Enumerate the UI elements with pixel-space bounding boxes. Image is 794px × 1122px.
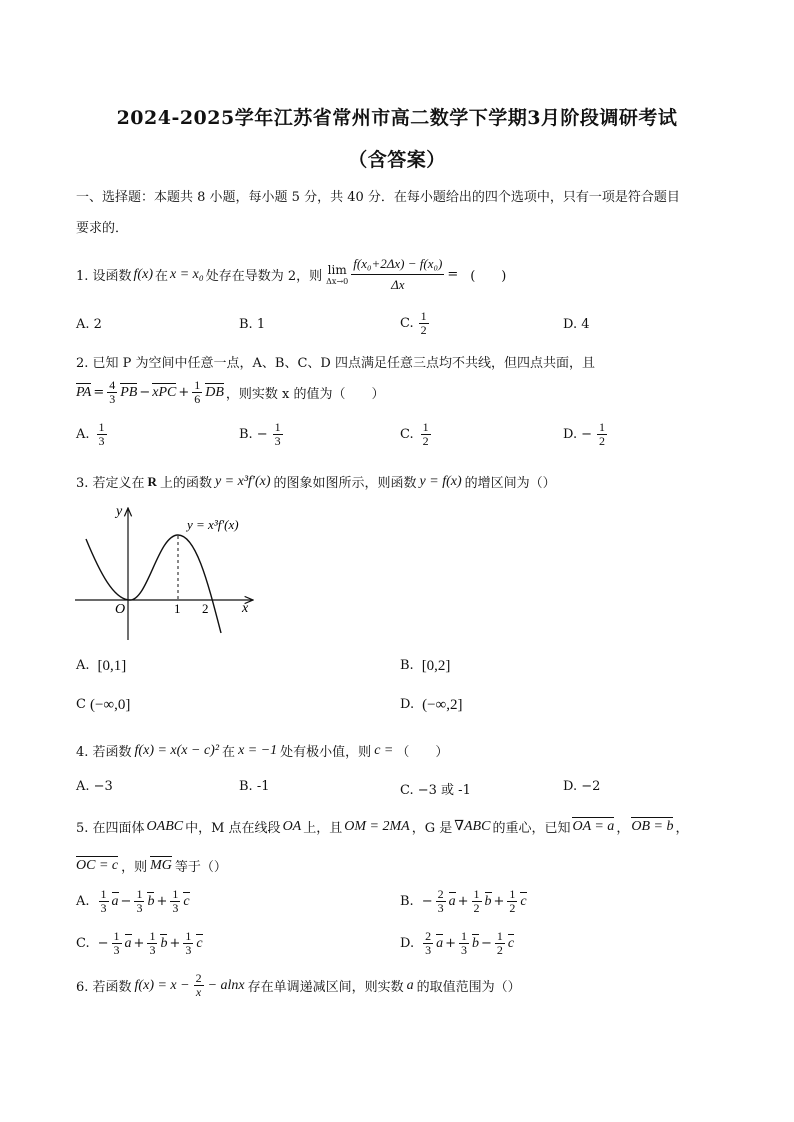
term-coefficient	[423, 930, 433, 957]
function-curve	[86, 535, 221, 633]
q2-option-a-den: 3	[98, 434, 105, 448]
q3-option-d[interactable]	[400, 697, 463, 714]
q1-at: 在	[154, 269, 168, 284]
term-vector: a	[124, 935, 132, 951]
q1-lim-sub: Δx→0	[326, 277, 349, 286]
q4-option-a[interactable]: A. −3	[76, 779, 113, 794]
q5-om: OM = 2MA	[344, 818, 410, 834]
q2-option-c[interactable]	[400, 421, 432, 448]
tick-2: 2	[202, 601, 209, 616]
q5-prefix: 5. 在四面体	[76, 821, 145, 836]
q1-option-c-label: C.	[400, 316, 414, 331]
q2-option-a[interactable]	[76, 421, 108, 448]
q5-option-b-label: B.	[400, 894, 414, 909]
q3-option-c-label: C	[76, 697, 86, 712]
q1-point: x = x₀	[170, 266, 204, 282]
q2-c1-num: 4	[109, 378, 116, 392]
coef-den: 2	[496, 943, 503, 957]
q5-tail: 等于（）	[174, 860, 227, 875]
term-sign: −	[120, 894, 132, 909]
question-1	[76, 254, 506, 295]
q6-a: a	[406, 977, 414, 993]
q2-plus: +	[178, 385, 190, 400]
q4-mid: 在	[222, 745, 236, 760]
q3-option-b-value: [0,2]	[421, 658, 451, 674]
coef-den: 3	[437, 901, 444, 915]
q1-option-a[interactable]: A. 2	[76, 317, 102, 332]
term-vector: b	[160, 935, 168, 951]
term-sign: +	[156, 894, 168, 909]
q5-then: ，则	[121, 860, 148, 875]
q4-mid2: 处有极小值，则	[280, 745, 372, 760]
coef-num: 1	[461, 929, 467, 943]
q3-option-b-label: B.	[400, 658, 414, 673]
q1-option-c-num: 1	[420, 309, 427, 323]
q3-prefix: 3. 若定义在	[76, 476, 145, 491]
q6-frac-num: 2	[195, 971, 202, 985]
q5-mid3: ，G 是	[411, 821, 453, 836]
q5-triangle: ∇ABC	[454, 819, 491, 834]
q3-mid: 上的函数	[159, 476, 212, 491]
coef-den: 3	[425, 943, 432, 957]
q4-c: c =	[374, 742, 394, 758]
q2-c2-num: 1	[194, 378, 201, 392]
term-sign: −	[421, 894, 433, 909]
coef-den: 3	[136, 901, 143, 915]
q2-equation	[76, 379, 385, 406]
q2-option-b-sign: −	[256, 427, 268, 442]
y-axis-label: y	[116, 504, 123, 519]
q1-equals: =	[447, 267, 459, 282]
coef-den: 3	[185, 943, 192, 957]
section-heading-cont: 要求的．	[76, 221, 129, 236]
q5-option-a-label: A.	[76, 894, 90, 909]
term-coefficient	[472, 888, 482, 915]
q3-option-d-value: (−∞,2]	[422, 697, 463, 713]
q5-mid4: 的重心，已知	[492, 821, 571, 836]
question-2: 2. 已知 P 为空间中任意一点，A、B、C、D 四点满足任意三点均不共线，但四点共面，且	[76, 356, 595, 371]
q5-mid2: 上，且	[303, 821, 343, 836]
q2-option-d-den: 2	[599, 434, 605, 448]
q5-vec-ob: OB = b	[631, 818, 674, 834]
term-vector: c	[196, 935, 203, 951]
q5-sep: ，	[616, 821, 630, 836]
term-vector: b	[147, 893, 155, 909]
q2-option-d[interactable]	[563, 421, 608, 448]
q1-function: f(x)	[133, 266, 153, 282]
coef-num: 2	[437, 887, 444, 901]
question-3	[76, 472, 556, 491]
q3-graph	[70, 503, 270, 643]
term-vector: c	[183, 893, 190, 909]
coef-den: 3	[461, 943, 467, 957]
coef-den: 3	[113, 943, 120, 957]
q2-option-d-sign: −	[581, 427, 592, 442]
q2-option-a-label: A.	[76, 427, 90, 442]
q4-option-c[interactable]: C. −3 或 -1	[400, 783, 471, 798]
term-sign: +	[457, 894, 469, 909]
q5-vec-oc: OC = c	[76, 857, 119, 873]
term-coefficient	[134, 888, 144, 915]
coef-num: 1	[473, 887, 480, 901]
q2-tail: ，则实数 x 的值为（ ）	[225, 387, 385, 402]
term-sign: +	[445, 936, 456, 951]
coef-den: 3	[172, 901, 179, 915]
coef-den: 2	[509, 901, 516, 915]
q2-option-d-num: 1	[599, 420, 605, 434]
coef-num: 2	[425, 929, 432, 943]
term-coefficient	[183, 930, 193, 957]
q1-fraction	[351, 254, 444, 295]
q1-option-b[interactable]: B. 1	[239, 317, 266, 332]
coef-num: 1	[149, 929, 156, 943]
q3-func: y = x³f′(x)	[214, 473, 271, 489]
q5-option-d-label: D.	[400, 936, 415, 951]
q1-option-c-den: 2	[420, 323, 427, 337]
q3-option-b[interactable]	[400, 658, 450, 675]
term-coefficient	[459, 930, 469, 957]
q2-c2-den: 6	[194, 392, 201, 406]
q3-option-a[interactable]	[76, 658, 126, 675]
q2-option-d-label: D.	[563, 427, 578, 442]
q2-option-c-num: 1	[422, 420, 429, 434]
coef-num: 1	[100, 887, 107, 901]
q1-option-d[interactable]: D. 4	[563, 317, 590, 332]
coef-den: 3	[100, 901, 107, 915]
q3-mid2: 的图象如图所示，则函数	[273, 476, 417, 491]
q5-mid1: 中，M 点在线段	[185, 821, 281, 836]
tick-1: 1	[174, 601, 181, 616]
q5-vec-oa: OA = a	[572, 818, 615, 834]
q5-option-a-expr	[98, 888, 190, 915]
q2-option-b-num: 1	[274, 420, 281, 434]
term-sign: −	[97, 936, 109, 951]
q1-lim: lim	[327, 263, 347, 277]
q1-option-c[interactable]	[400, 310, 430, 337]
section-heading: 一、选择题：本题共 8 小题，每小题 5 分，共 40 分．在每小题给出的四个选项中，只有一项是符合题目	[76, 190, 680, 205]
coef-den: 3	[149, 943, 156, 957]
term-coefficient	[436, 888, 446, 915]
q3-tail: 的增区间为（）	[464, 476, 556, 491]
q4-func: f(x) = x(x − c)²	[134, 742, 220, 758]
q5-option-c[interactable]	[76, 930, 203, 957]
q4-option-d[interactable]: D. −2	[563, 779, 601, 794]
x-axis-label: x	[242, 601, 249, 616]
q2-eq: =	[93, 385, 105, 400]
q5-option-d-expr	[422, 930, 514, 957]
term-coefficient	[112, 930, 122, 957]
term-vector: a	[448, 893, 456, 909]
exam-subtitle: （含答案）	[348, 149, 446, 171]
q1-paren: ( )	[470, 269, 507, 284]
q2-option-c-den: 2	[422, 434, 429, 448]
q2-option-b[interactable]	[239, 421, 284, 448]
q2-option-c-label: C.	[400, 427, 414, 442]
q1-prefix: 1. 设函数	[76, 269, 132, 284]
q4-prefix: 4. 若函数	[76, 745, 132, 760]
q6-func-b: − alnx	[207, 977, 245, 993]
q3-option-a-value: [0,1]	[97, 658, 127, 674]
term-coefficient	[507, 888, 517, 915]
q5-vec-mg: MG	[150, 857, 172, 873]
term-sign: +	[493, 894, 505, 909]
q6-mid: 存在单调递减区间，则实数	[247, 980, 404, 995]
q2-vec-xpc: xPC	[152, 384, 177, 400]
term-coefficient	[170, 888, 180, 915]
q5-option-c-label: C.	[76, 936, 90, 951]
q5-oa: OA	[282, 818, 302, 834]
coef-num: 1	[185, 929, 192, 943]
coef-num: 1	[113, 929, 120, 943]
curve-label: y = x³f′(x)	[187, 517, 239, 532]
q5-option-c-expr	[98, 930, 203, 957]
q5-sep-2: ，	[675, 821, 689, 836]
q2-minus: −	[139, 385, 151, 400]
origin-label: O	[115, 602, 126, 617]
coef-den: 2	[473, 901, 480, 915]
q1-middle: 处存在导数为 2，则	[205, 269, 323, 284]
q6-prefix: 6. 若函数	[76, 980, 132, 995]
q2-option-b-den: 3	[274, 434, 281, 448]
coef-num: 1	[496, 929, 503, 943]
q5-option-a[interactable]	[76, 888, 190, 915]
term-vector: a	[436, 935, 444, 951]
q5-oabc: OABC	[146, 818, 184, 834]
question-5-cont	[76, 856, 227, 875]
q5-option-d[interactable]	[400, 930, 514, 957]
q2-vec-pb: PB	[120, 384, 138, 400]
q1-numerator: f(x₀+2Δx) − f(x₀)	[351, 254, 444, 275]
exam-title: 2024-2025学年江苏省常州市高二数学下学期3月阶段调研考试	[116, 107, 678, 129]
term-vector: b	[472, 935, 479, 951]
term-coefficient	[495, 930, 505, 957]
q2-option-b-label: B.	[239, 427, 253, 442]
q2-vec-db: DB	[205, 384, 224, 400]
term-coefficient	[99, 888, 109, 915]
q5-option-b-expr	[422, 888, 527, 915]
q2-vec-pa: PA	[76, 384, 92, 400]
term-sign: +	[169, 936, 181, 951]
q6-func-a: f(x) = x −	[134, 977, 190, 993]
q4-option-b[interactable]: B. -1	[239, 779, 270, 794]
term-vector: a	[111, 893, 119, 909]
term-sign: +	[133, 936, 145, 951]
q2-c1-den: 3	[109, 392, 116, 406]
q4-point: x = −1	[238, 742, 278, 758]
q5-option-b[interactable]	[400, 888, 527, 915]
q1-limit	[326, 263, 348, 286]
q3-option-c-value: (−∞,0]	[89, 697, 131, 713]
q3-real-set: R	[147, 473, 157, 489]
coef-num: 1	[509, 887, 516, 901]
q3-option-d-label: D.	[400, 697, 415, 712]
question-4	[76, 741, 448, 760]
term-vector: b	[484, 893, 492, 909]
coef-num: 1	[172, 887, 179, 901]
q3-option-a-label: A.	[76, 658, 90, 673]
term-vector: c	[520, 893, 527, 909]
term-vector: c	[507, 935, 515, 951]
question-6	[76, 972, 521, 999]
q4-paren: （ ）	[396, 745, 449, 760]
term-coefficient	[147, 930, 157, 957]
q6-tail: 的取值范围为（）	[416, 980, 521, 995]
question-5	[76, 817, 688, 836]
q2-option-a-num: 1	[98, 420, 105, 434]
q1-denominator: Δx	[391, 277, 405, 292]
term-sign: −	[481, 936, 492, 951]
coef-num: 1	[136, 887, 143, 901]
q3-func2: y = f(x)	[419, 473, 462, 489]
q6-frac-den: x	[195, 985, 202, 999]
q3-option-c[interactable]	[76, 697, 130, 714]
